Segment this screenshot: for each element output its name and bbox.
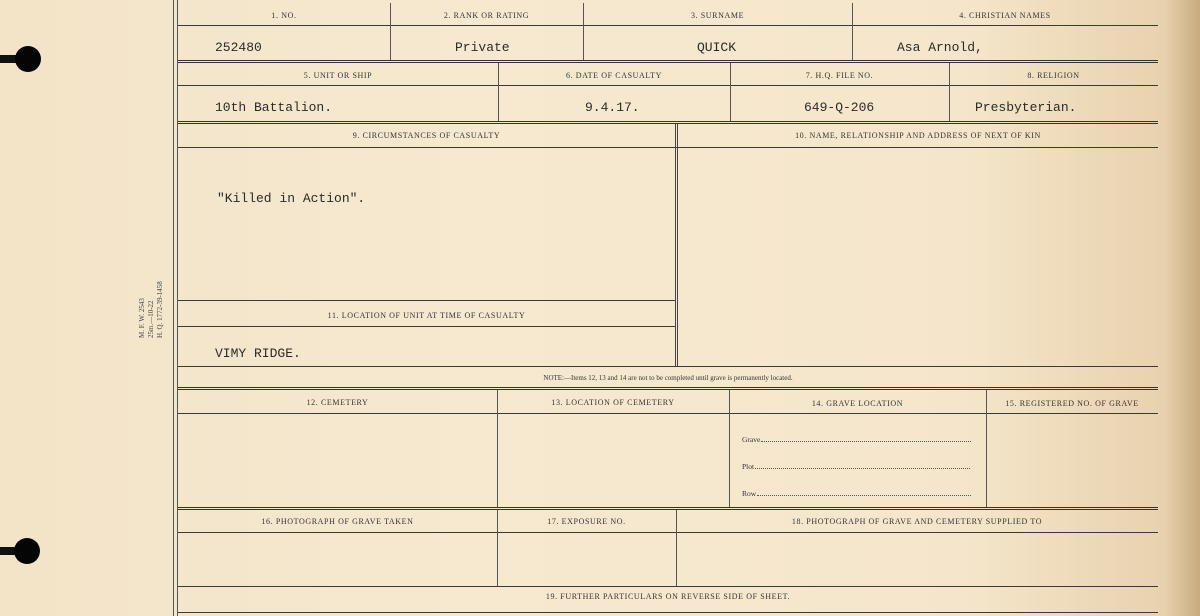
label-photo-taken: 16. PHOTOGRAPH OF GRAVE TAKEN bbox=[261, 517, 414, 526]
rule bbox=[178, 413, 1158, 414]
label-registered-no: 15. REGISTERED NO. OF GRAVE bbox=[1005, 399, 1139, 408]
field-circumstances: "Killed in Action". bbox=[217, 191, 366, 206]
grave-field bbox=[742, 435, 971, 444]
divider bbox=[497, 390, 498, 507]
rule bbox=[178, 326, 675, 327]
row-field bbox=[742, 489, 971, 498]
rule bbox=[178, 612, 1158, 613]
grave-field-label: Grave bbox=[742, 435, 761, 444]
label-unit: 5. UNIT OR SHIP bbox=[303, 71, 373, 80]
rule bbox=[178, 300, 675, 301]
rule bbox=[178, 60, 1158, 63]
rule bbox=[178, 507, 1158, 510]
label-photo-supplied-to: 18. PHOTOGRAPH OF GRAVE AND CEMETERY SUPPLIED TO bbox=[791, 517, 1043, 526]
field-unit: 10th Battalion. bbox=[215, 100, 333, 115]
rule bbox=[178, 387, 1158, 390]
form-code-line: M. F. W. 2543 bbox=[138, 298, 146, 338]
label-hq-file: 7. H.Q. FILE NO. bbox=[805, 71, 874, 80]
rule bbox=[178, 121, 1158, 124]
field-hq-file: 649-Q-206 bbox=[804, 100, 875, 115]
label-cemetery: 12. CEMETERY bbox=[306, 398, 369, 407]
rule bbox=[178, 586, 1158, 587]
label-grave-location: 14. GRAVE LOCATION bbox=[811, 399, 904, 408]
rule bbox=[178, 147, 1158, 148]
field-date-of-casualty: 9.4.17. bbox=[585, 100, 640, 115]
footer-text: 19. FURTHER PARTICULARS ON REVERSE SIDE OF SHEET. bbox=[545, 592, 791, 601]
note-text: NOTE:—Items 12, 13 and 14 are not to be completed until grave is permanently located. bbox=[543, 374, 793, 382]
form-code-line: H. Q. 1772-39-1458 bbox=[156, 281, 164, 338]
label-surname: 3. SURNAME bbox=[690, 11, 745, 20]
form-code bbox=[138, 268, 178, 338]
field-service-number: 252480 bbox=[215, 40, 262, 55]
field-location: VIMY RIDGE. bbox=[215, 346, 301, 361]
form-code-line: 25m.—10-22 bbox=[147, 300, 155, 338]
label-rank: 2. RANK OR RATING bbox=[443, 11, 530, 20]
rule bbox=[178, 366, 1158, 367]
label-christian-names: 4. CHRISTIAN NAMES bbox=[959, 11, 1051, 20]
label-date-of-casualty: 6. DATE OF CASUALTY bbox=[565, 71, 662, 80]
punch-hole-top bbox=[15, 46, 41, 72]
field-rank: Private bbox=[455, 40, 510, 55]
field-religion: Presbyterian. bbox=[975, 100, 1077, 115]
dotted-line bbox=[755, 468, 970, 469]
punch-hole-bottom bbox=[14, 538, 40, 564]
dotted-line bbox=[757, 495, 971, 496]
rule bbox=[178, 25, 1158, 26]
rule bbox=[178, 85, 1158, 86]
plot-field bbox=[742, 462, 970, 471]
field-christian-names: Asa Arnold, bbox=[897, 40, 983, 55]
label-religion: 8. RELIGION bbox=[1027, 71, 1080, 80]
divider bbox=[675, 124, 678, 366]
label-circumstances: 9. CIRCUMSTANCES OF CASUALTY bbox=[352, 131, 501, 140]
label-exposure-no: 17. EXPOSURE NO. bbox=[547, 517, 626, 526]
dotted-line bbox=[761, 441, 971, 442]
label-number: 1. NO. bbox=[271, 11, 297, 20]
label-next-of-kin: 10. NAME, RELATIONSHIP AND ADDRESS OF NEXT OF KIN bbox=[795, 131, 1041, 140]
plot-field-label: Plot bbox=[742, 462, 755, 471]
field-surname: QUICK bbox=[697, 40, 737, 55]
label-cemetery-location: 13. LOCATION OF CEMETERY bbox=[551, 398, 675, 407]
label-location: 11. LOCATION OF UNIT AT TIME OF CASUALTY bbox=[327, 311, 526, 320]
row-field-label: Row bbox=[742, 489, 757, 498]
rule bbox=[178, 532, 1158, 533]
